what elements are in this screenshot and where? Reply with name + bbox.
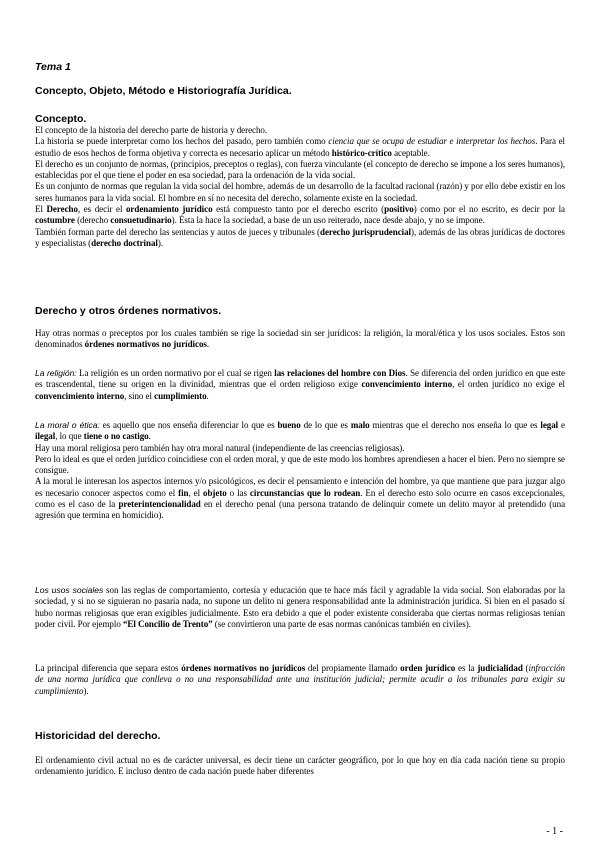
text: , el orden jurídico no exige el (452, 379, 566, 390)
text-bold: costumbre (35, 215, 75, 226)
text-bold: orden jurídico (400, 663, 456, 673)
text-bold: órdenes normativos no jurídicos (84, 339, 207, 350)
text: es la (455, 663, 478, 673)
text: El ordenamiento civil actual no es de carácter universal, es decir tiene un carácter geográfico, por lo que hoy en día cada nación tiene su propio ordenamiento jurídico. E incluso dentro de cada nación puede haber diferentes (35, 755, 565, 777)
text: ) como por el no escrito, es decir por la (413, 204, 565, 215)
text: está compuesto tanto por el derecho escrito ( (212, 204, 385, 215)
text-bold: fin (178, 487, 189, 498)
text: en el derecho penal (una persona tratando de delinquir comete un delito mayor al pretendido (una agresión que termina en homicidio). (35, 499, 566, 521)
text: , lo que (55, 431, 84, 442)
concepto-heading: Concepto. (35, 113, 87, 125)
text: de lo que es (300, 420, 351, 430)
text-bold: tiene o no castigo (83, 431, 149, 442)
page-number: - 1 - (546, 826, 563, 837)
text: ). Ésta la hace la sociedad, a base de un uso reiterado, nace desde abajo, y no se impone. (171, 215, 485, 226)
text: , es decir el (77, 204, 126, 215)
text-bold: ordenamiento jurídico (125, 204, 213, 215)
diferencia-paragraph (35, 663, 565, 697)
moral-block (35, 420, 565, 522)
text: es aquello que nos enseña diferenciar lo que es (99, 420, 278, 430)
text-bold: legal (540, 420, 559, 430)
text-bold: preterintencionalidad (118, 499, 201, 510)
text: El concepto de la historia del derecho parte de historia y derecho. (35, 125, 268, 135)
usos-paragraph (35, 585, 565, 630)
text: (se convirtieron una parte de esas normas canónicas también en civiles). (212, 618, 471, 629)
concepto-section (35, 113, 565, 249)
concepto-p4 (35, 181, 565, 204)
text: A la moral le interesan los aspectos internos y/o psicológicos, es decir el pensamiento e intención del hombre, ya que mantiene que para juzgar algo es necesario conocer aspectos como el (35, 476, 565, 498)
text-bold: malo (350, 420, 370, 430)
text: El (35, 204, 47, 215)
text-italic: ciencia que se ocupa de estudiar e interpretar los hechos (328, 136, 536, 147)
text: e (558, 420, 565, 430)
text-bold: consuetudinario (110, 215, 172, 226)
text: mientras que el derecho nos enseña lo que es (369, 420, 541, 430)
moral-p1 (35, 420, 565, 443)
text-bold: derecho doctrinal (91, 237, 158, 248)
text-bold: convencimiento interno (361, 379, 453, 390)
tema-label: Tema 1 (35, 61, 71, 73)
text: . (206, 390, 209, 401)
text-bold: órdenes normativos no jurídicos (181, 663, 306, 673)
ordenes-heading: Derecho y otros órdenes normativos. (35, 305, 222, 317)
text-bold: convencimiento interno (35, 390, 125, 401)
concepto-p3 (35, 159, 565, 182)
text: Hay otras normas o preceptos por los cuales también se rige la sociedad sin ser jurídicos: la religión, la moral/ética y los usos sociales. Estos son denominados (35, 328, 565, 350)
moral-p4 (35, 476, 565, 521)
text-bold: objeto (203, 487, 227, 498)
historicidad-heading: Historicidad del derecho. (35, 730, 161, 742)
text: La principal diferencia que separa estos (35, 663, 182, 673)
text-bold: judicialidad (477, 663, 523, 673)
text: ). (83, 685, 89, 696)
text-bold: circunstancias que lo rodean (249, 487, 361, 498)
page-title: Concepto, Objeto, Método e Historiografía Jurídica. (35, 85, 292, 97)
religion-paragraph (35, 368, 565, 402)
text: Pero lo ideal es que el orden jurídico coincidiese con el orden moral, y que de este modo los hombres aprendiesen a hacer el bien. Pero no siempre se consigue. (35, 453, 565, 476)
religion-label: La religión: (35, 368, 77, 378)
moral-label: La moral o ética: (35, 420, 100, 430)
text: son las reglas de comportamiento, cortesía y educación que te hace más fácil y agradable la vida social. Son elaboradas por la sociedad, y si no se siguieran no pasaría nada, no supone un delito ni genera responsabilidad ante la administración jurídica. Si bien en el pasado sí hubo normas religiosas que eran exigibles judicialmente. Esto era debido a que el poder existente consideraba que ciertas normas religiosas tenían poder civil. Por ejemplo (35, 585, 565, 629)
text: o las (226, 487, 250, 498)
text-bold: histórico-crítico (331, 147, 392, 158)
text-bold: las relaciones del hombre con Dios (274, 368, 406, 378)
text: . Se diferencia del orden jurídico en que este es trascendental, tiene su origen en la divinidad, mientras que el orden religioso exige (35, 368, 565, 390)
text: del propiamente llamado (305, 663, 401, 673)
concepto-p6 (35, 227, 565, 250)
usos-label: Los usos sociales (35, 585, 104, 595)
text: , el (188, 487, 204, 498)
text-bold: bueno (277, 420, 301, 430)
text: La historia se puede interpretar como los hechos del pasado, pero también como (35, 136, 329, 147)
text: . (148, 431, 151, 442)
text-bold: cumplimiento (154, 390, 207, 401)
moral-p2 (35, 443, 565, 454)
moral-p3 (35, 454, 565, 477)
text: El derecho es un conjunto de normas, (principios, preceptos o reglas), con fuerza vinculante (el concepto de derecho se impone a los seres humanos), establecidas por el que tiene el poder en esa sociedad, para la ordenación de la vida social. (35, 158, 565, 181)
text: ). (157, 237, 164, 248)
concepto-p2 (35, 136, 565, 159)
text-bold: ilegal (35, 431, 56, 442)
text: . En el derecho esto solo ocurre en casos excepcionales, como es el caso de la (35, 487, 565, 510)
text: La religión es un orden normativo por el cual se rigen (76, 368, 275, 378)
text: ( (522, 663, 529, 673)
text: . (206, 339, 210, 350)
text-bold: “El Concilio de Trento” (122, 618, 213, 629)
ordenes-intro (35, 328, 565, 351)
text: . Para el estudio de esos hechos de forma objetiva y correcta es necesario aplicar un método (35, 136, 565, 158)
concepto-p1 (35, 125, 565, 136)
text-bold: positivo (384, 204, 414, 215)
text: Hay una moral religiosa pero también hay otra moral natural (independiente de las creencias religiosas). (35, 442, 405, 453)
historicidad-p1 (35, 755, 565, 778)
text: ), además de las obras jurídicas de doctores y especialistas ( (35, 226, 566, 248)
text-italic: infracción de una norma jurídica que conlleva o no una responsabilidad ante una institución judicial; permite acudir a los tribunales para exigir su cumplimiento (35, 663, 565, 696)
text: Es un conjunto de normas que regulan la vida social del hombre, además de un desarrollo de la facultad racional (razón) y por ello debe existir en los seres humanos para la vida social. El hombre en sí no necesita del derecho, solamente existe en la sociedad. (35, 181, 565, 203)
text: , sino el (124, 390, 155, 401)
text: También forman parte del derecho las sentencias y autos de jueces y tribunales ( (35, 226, 321, 237)
concepto-p5 (35, 204, 565, 227)
text: aceptable. (391, 147, 430, 158)
text-bold: Derecho (46, 204, 78, 215)
text-bold: derecho jurisprudencial (320, 226, 411, 237)
text: (derecho (74, 215, 111, 226)
